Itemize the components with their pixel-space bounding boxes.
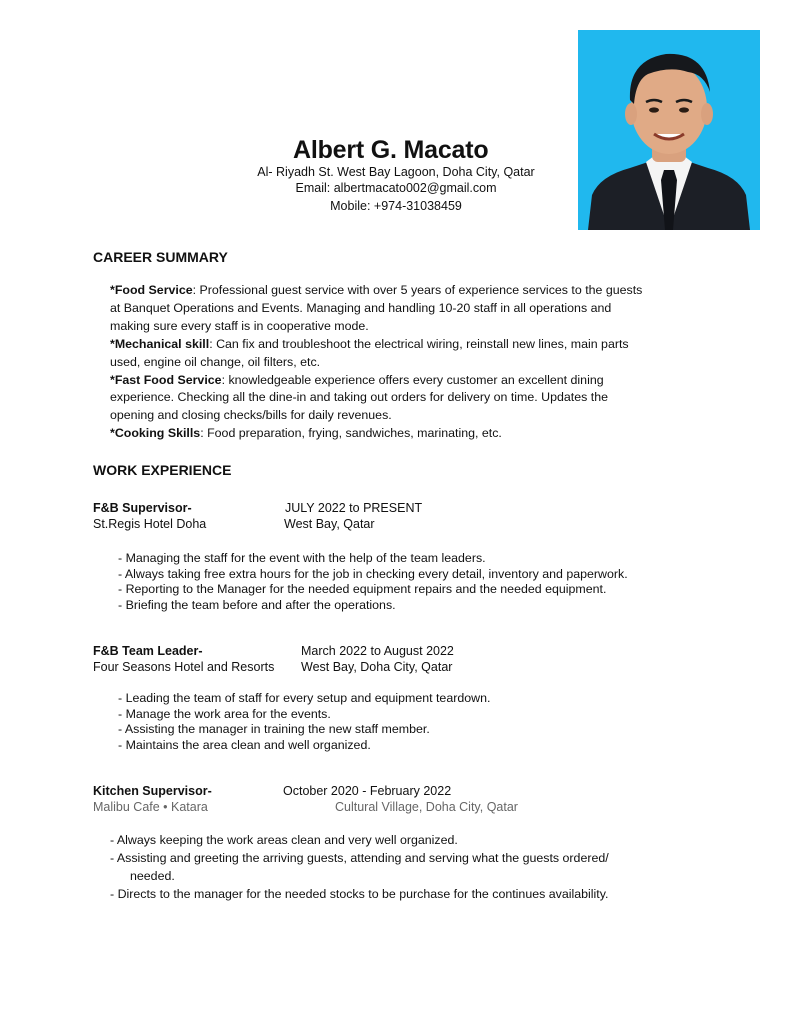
list-item: - Leading the team of staff for every setup and equipment teardown. <box>118 691 491 705</box>
list-item-continuation: needed. <box>130 869 175 883</box>
job-company: Four Seasons Hotel and Resorts <box>93 660 275 674</box>
job-bullets <box>118 551 628 613</box>
summary-item-mechanical <box>110 336 710 354</box>
list-item: - Briefing the team before and after the operations. <box>118 597 396 612</box>
list-item: - Managing the staff for the event with the help of the team leaders. <box>118 551 486 565</box>
list-item: - Manage the work area for the events. <box>118 706 331 721</box>
career-summary-list <box>110 282 710 443</box>
job-title: F&B Team Leader- <box>93 644 203 658</box>
list-item: - Reporting to the Manager for the needed equipment repairs and the needed equipment. <box>118 582 607 597</box>
work-experience-heading: WORK EXPERIENCE <box>93 462 232 478</box>
summary-item-cooking <box>110 425 710 443</box>
job-location: West Bay, Qatar <box>284 517 375 531</box>
job-dates: March 2022 to August 2022 <box>301 644 454 658</box>
summary-text-line: making sure every staff is in cooperative mode. <box>110 318 369 333</box>
job-title: Kitchen Supervisor- <box>93 784 212 798</box>
job-location: West Bay, Doha City, Qatar <box>301 660 453 674</box>
job-company: Malibu Cafe • Katara <box>93 800 208 814</box>
job-location: Cultural Village, Doha City, Qatar <box>335 800 518 814</box>
summary-item-fast-food <box>110 372 710 390</box>
person-portrait-icon <box>578 30 760 230</box>
job-title: F&B Supervisor- <box>93 501 192 515</box>
mobile-line: Mobile: +974-31038459 <box>330 199 462 213</box>
summary-label: *Food Service <box>110 283 193 297</box>
list-item: - Always taking free extra hours for the job in checking every detail, inventory and paperwork. <box>118 566 628 581</box>
email-line: Email: albertmacato002@gmail.com <box>295 181 497 195</box>
summary-text: : Can fix and troubleshoot the electrical wiring, reinstall new lines, main parts <box>209 336 629 351</box>
list-item: - Assisting and greeting the arriving guests, attending and serving what the guests ordered/ <box>110 851 609 865</box>
job-dates: October 2020 - February 2022 <box>283 784 452 798</box>
list-item: - Maintains the area clean and well organized. <box>118 737 371 752</box>
summary-text: : Food preparation, frying, sandwiches, marinating, etc. <box>200 426 502 441</box>
summary-label: *Mechanical skill <box>110 336 210 351</box>
applicant-name: Albert G. Macato <box>293 136 489 164</box>
summary-text-line: at Banquet Operations and Events. Managing and handling 10-20 staff in all operations and <box>110 300 612 315</box>
address-line: Al- Riyadh St. West Bay Lagoon, Doha City, Qatar <box>257 165 535 179</box>
job-company: St.Regis Hotel Doha <box>93 517 207 531</box>
profile-photo <box>578 30 760 230</box>
list-item: - Assisting the manager in training the new staff member. <box>118 722 430 737</box>
summary-label: *Cooking Skills <box>110 426 201 441</box>
summary-text: : knowledgeable experience offers every customer an excellent dining <box>221 372 604 387</box>
list-item: - Always keeping the work areas clean and very well organized. <box>110 833 458 847</box>
job-bullets <box>110 831 609 903</box>
summary-label: *Fast Food Service <box>110 372 222 387</box>
summary-text-line: experience. Checking all the dine-in and taking out orders for delivery on time. Updates the <box>110 390 608 405</box>
summary-text: : Professional guest service with over 5 years of experience services to the guests <box>192 283 643 297</box>
job-bullets <box>118 691 490 753</box>
summary-text-line: opening and closing checks/bills for daily revenues. <box>110 408 392 423</box>
list-item: - Directs to the manager for the needed stocks to be purchase for the continues availability. <box>110 887 609 901</box>
job-dates: JULY 2022 to PRESENT <box>285 501 423 515</box>
career-summary-heading: CAREER SUMMARY <box>93 249 228 265</box>
summary-item-food-service <box>110 282 710 300</box>
summary-text-line: used, engine oil change, oil filters, etc. <box>110 354 321 369</box>
